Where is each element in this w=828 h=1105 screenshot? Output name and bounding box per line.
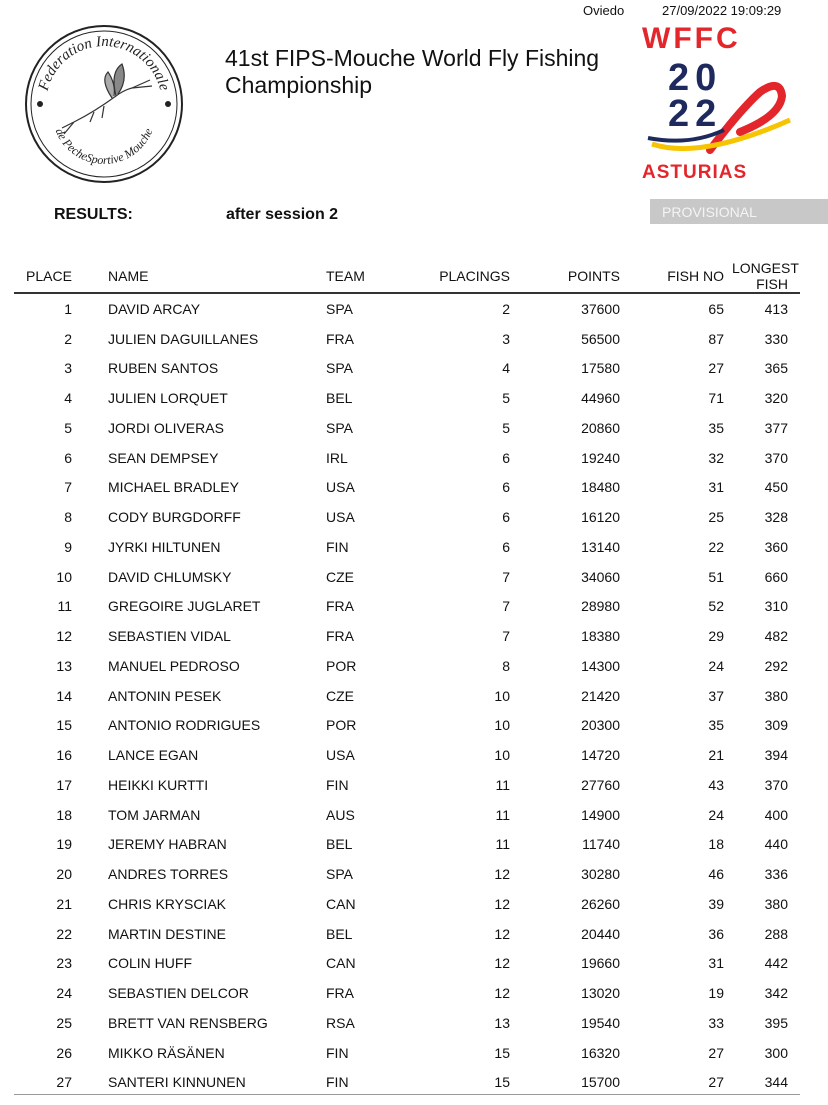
cell-longest-fish: 394 (764, 747, 788, 764)
cell-placings: 6 (502, 449, 510, 466)
cell-placings: 10 (494, 687, 510, 704)
cell-place: 7 (64, 479, 72, 496)
cell-longest-fish: 413 (764, 300, 788, 317)
cell-name: ANDRES TORRES (108, 866, 229, 883)
cell-longest-fish: 380 (764, 895, 788, 912)
cell-longest-fish: 342 (764, 985, 788, 1002)
cell-points: 15700 (581, 1074, 620, 1091)
cell-points: 16320 (581, 1044, 620, 1061)
cell-team: CZE (326, 568, 354, 585)
datetime-label: 27/09/2022 19:09:29 (662, 3, 782, 18)
cell-fish-no: 25 (708, 509, 724, 526)
cell-points: 19240 (581, 449, 620, 466)
cell-points: 13140 (581, 538, 620, 555)
cell-team: RSA (326, 1014, 355, 1031)
cell-placings: 11 (495, 836, 510, 853)
cell-fish-no: 33 (708, 1014, 724, 1031)
cell-team: USA (326, 747, 355, 764)
cell-place: 22 (56, 925, 72, 942)
cell-team: SPA (326, 866, 353, 883)
table-row (14, 443, 800, 473)
cell-place: 13 (56, 657, 72, 674)
cell-placings: 12 (494, 985, 510, 1002)
cell-name: JORDI OLIVERAS (108, 419, 224, 436)
cell-team: BEL (326, 390, 353, 407)
cell-longest-fish: 377 (764, 419, 788, 436)
cell-fish-no: 31 (708, 479, 724, 496)
cell-points: 18480 (581, 479, 620, 496)
cell-name: CODY BURGDORFF (108, 509, 241, 526)
table-row (14, 473, 800, 503)
table-row (14, 859, 800, 889)
cell-points: 19660 (581, 955, 620, 972)
cell-fish-no: 27 (708, 360, 724, 377)
cell-name: TOM JARMAN (108, 806, 201, 823)
title-line-2: Championship (225, 72, 373, 98)
table-row (14, 651, 800, 681)
cell-team: AUS (326, 806, 355, 823)
fips-mouche-seal-logo (24, 24, 184, 184)
cell-team: FIN (326, 776, 349, 793)
table-row (14, 354, 800, 384)
cell-placings: 11 (495, 806, 510, 823)
cell-team: FRA (326, 330, 354, 347)
table-row (14, 889, 800, 919)
page-title (225, 45, 645, 99)
table-row (14, 532, 800, 562)
cell-placings: 3 (502, 330, 510, 347)
table-row (14, 681, 800, 711)
col-header-fish-no: FISH NO (626, 260, 732, 293)
table-row (14, 293, 800, 324)
cell-place: 1 (64, 300, 72, 317)
cell-placings: 12 (494, 955, 510, 972)
cell-name: DAVID CHLUMSKY (108, 568, 232, 585)
cell-placings: 10 (494, 747, 510, 764)
cell-longest-fish: 330 (764, 330, 788, 347)
cell-points: 18380 (581, 628, 620, 645)
cell-longest-fish: 450 (764, 479, 788, 496)
cell-place: 24 (56, 985, 72, 1002)
cell-points: 28980 (581, 598, 620, 615)
table-body (14, 293, 800, 1097)
cell-team: FIN (326, 1044, 349, 1061)
col-header-team: TEAM (308, 260, 416, 293)
table-row (14, 770, 800, 800)
cell-fish-no: 43 (708, 776, 724, 793)
col-header-placings: PLACINGS (416, 260, 516, 293)
table-row (14, 383, 800, 413)
cell-team: FIN (326, 538, 349, 555)
cell-fish-no: 35 (708, 419, 724, 436)
cell-longest-fish: 328 (764, 509, 788, 526)
cell-placings: 2 (502, 300, 510, 317)
cell-longest-fish: 440 (764, 836, 788, 853)
cell-placings: 7 (502, 628, 510, 645)
cell-fish-no: 71 (708, 390, 724, 407)
table-row (14, 800, 800, 830)
cell-fish-no: 87 (708, 330, 724, 347)
cell-longest-fish: 292 (764, 657, 788, 674)
table-row (14, 562, 800, 592)
cell-placings: 12 (494, 925, 510, 942)
status-badge: PROVISIONAL (650, 199, 828, 224)
cell-place: 17 (56, 776, 72, 793)
cell-name: MICHAEL BRADLEY (108, 479, 239, 496)
cell-longest-fish: 310 (764, 598, 788, 615)
cell-points: 14720 (581, 747, 620, 764)
session-label: after session 2 (226, 206, 339, 223)
cell-place: 18 (56, 806, 72, 823)
logo-place-text: ASTURIAS (642, 162, 748, 183)
cell-place: 27 (56, 1074, 72, 1091)
cell-longest-fish: 336 (764, 866, 788, 883)
cell-placings: 5 (502, 419, 510, 436)
cell-longest-fish: 660 (764, 568, 788, 585)
cell-points: 37600 (581, 300, 620, 317)
cell-place: 11 (57, 598, 72, 615)
cell-team: FRA (326, 628, 354, 645)
table-row (14, 949, 800, 979)
cell-place: 15 (56, 717, 72, 734)
cell-fish-no: 24 (708, 806, 724, 823)
svg-text:de PecheSportive Mouche (53, 125, 156, 167)
cell-team: FIN (326, 1074, 349, 1091)
title-line-1: 41st FIPS-Mouche World Fly Fishing (225, 45, 600, 71)
cell-team: SPA (326, 360, 353, 377)
col-header-longest-fish: LONGEST FISH (732, 260, 799, 292)
cell-placings: 7 (502, 598, 510, 615)
logo-year-bottom: 22 (668, 93, 723, 135)
cell-team: USA (326, 479, 355, 496)
cell-longest-fish: 320 (764, 390, 788, 407)
cell-placings: 8 (502, 657, 510, 674)
cell-longest-fish: 380 (764, 687, 788, 704)
cell-points: 26260 (581, 895, 620, 912)
cell-points: 30280 (581, 866, 620, 883)
cell-longest-fish: 400 (764, 806, 788, 823)
cell-place: 5 (64, 419, 72, 436)
cell-placings: 15 (494, 1074, 510, 1091)
cell-name: SEBASTIEN DELCOR (108, 985, 249, 1002)
cell-name: SANTERI KINNUNEN (108, 1074, 246, 1091)
cell-placings: 12 (494, 866, 510, 883)
cell-fish-no: 27 (708, 1074, 724, 1091)
table-row (14, 1008, 800, 1038)
cell-team: USA (326, 509, 355, 526)
cell-team: SPA (326, 419, 353, 436)
col-header-points: POINTS (516, 260, 626, 293)
table-row (14, 919, 800, 949)
cell-name: MIKKO RÄSÄNEN (108, 1044, 225, 1061)
table-row (14, 1068, 800, 1098)
cell-longest-fish: 365 (764, 360, 788, 377)
cell-fish-no: 31 (708, 955, 724, 972)
cell-points: 20860 (581, 419, 620, 436)
results-label: RESULTS: (54, 206, 133, 223)
cell-name: JYRKI HILTUNEN (108, 538, 221, 555)
cell-name: ANTONIO RODRIGUES (108, 717, 261, 734)
cell-points: 14300 (581, 657, 620, 674)
cell-fish-no: 18 (708, 836, 724, 853)
cell-place: 14 (56, 687, 72, 704)
table-row (14, 502, 800, 532)
cell-name: JULIEN LORQUET (108, 390, 228, 407)
cell-team: SPA (326, 300, 353, 317)
seal-top-text: Federation Internationale (35, 33, 173, 93)
cell-place: 23 (56, 955, 72, 972)
cell-name: RUBEN SANTOS (108, 360, 219, 377)
table-row (14, 324, 800, 354)
location-label: Oviedo (583, 3, 625, 18)
cell-team: BEL (326, 925, 353, 942)
cell-points: 20440 (581, 925, 620, 942)
cell-name: MANUEL PEDROSO (108, 657, 240, 674)
cell-team: CZE (326, 687, 354, 704)
logo-year-top: 20 (668, 57, 723, 99)
cell-longest-fish: 360 (764, 538, 788, 555)
table-row (14, 740, 800, 770)
cell-placings: 11 (495, 776, 510, 793)
cell-name: HEIKKI KURTTI (108, 776, 209, 793)
cell-place: 16 (56, 747, 72, 764)
cell-fish-no: 19 (708, 985, 724, 1002)
cell-fish-no: 27 (708, 1044, 724, 1061)
cell-place: 8 (64, 509, 72, 526)
cell-name: JULIEN DAGUILLANES (108, 330, 259, 347)
cell-name: JEREMY HABRAN (108, 836, 227, 853)
cell-place: 19 (56, 836, 72, 853)
cell-points: 56500 (581, 330, 620, 347)
cell-name: CHRIS KRYSCIAK (108, 895, 226, 912)
cell-team: BEL (326, 836, 353, 853)
col-header-name: NAME (90, 260, 308, 293)
cell-fish-no: 32 (708, 449, 724, 466)
cell-name: SEBASTIEN VIDAL (108, 628, 231, 645)
cell-fish-no: 22 (708, 538, 724, 555)
table-row (14, 711, 800, 741)
cell-longest-fish: 370 (764, 776, 788, 793)
cell-name: COLIN HUFF (108, 955, 192, 972)
cell-team: CAN (326, 895, 356, 912)
cell-longest-fish: 300 (764, 1044, 788, 1061)
cell-team: CAN (326, 955, 356, 972)
cell-name: LANCE EGAN (108, 747, 199, 764)
table-row (14, 978, 800, 1008)
cell-place: 20 (56, 866, 72, 883)
cell-place: 3 (64, 360, 72, 377)
cell-place: 12 (56, 628, 72, 645)
cell-place: 25 (56, 1014, 72, 1031)
cell-longest-fish: 309 (764, 717, 788, 734)
cell-points: 11740 (582, 836, 620, 853)
cell-placings: 13 (494, 1014, 510, 1031)
cell-place: 21 (56, 895, 72, 912)
cell-placings: 4 (502, 360, 510, 377)
cell-fish-no: 46 (708, 866, 724, 883)
cell-longest-fish: 370 (764, 449, 788, 466)
table-row (14, 592, 800, 622)
cell-fish-no: 39 (708, 895, 724, 912)
cell-name: SEAN DEMPSEY (108, 449, 219, 466)
cell-place: 2 (64, 330, 72, 347)
cell-team: POR (326, 657, 357, 674)
cell-points: 27760 (581, 776, 620, 793)
cell-place: 10 (56, 568, 72, 585)
cell-points: 34060 (581, 568, 620, 585)
results-table (14, 260, 800, 1097)
cell-fish-no: 36 (708, 925, 724, 942)
cell-place: 9 (64, 538, 72, 555)
table-row (14, 830, 800, 860)
table-row (14, 413, 800, 443)
cell-points: 44960 (581, 390, 620, 407)
cell-placings: 10 (494, 717, 510, 734)
cell-fish-no: 51 (708, 568, 724, 585)
wffc-2022-asturias-logo (640, 20, 800, 185)
cell-placings: 5 (502, 390, 510, 407)
cell-name: GREGOIRE JUGLARET (108, 598, 261, 615)
cell-fish-no: 52 (708, 598, 724, 615)
cell-fish-no: 35 (708, 717, 724, 734)
cell-longest-fish: 395 (764, 1014, 788, 1031)
cell-longest-fish: 482 (764, 628, 788, 645)
cell-fish-no: 21 (708, 747, 724, 764)
cell-fish-no: 65 (708, 300, 724, 317)
cell-name: MARTIN DESTINE (108, 925, 226, 942)
cell-points: 20300 (581, 717, 620, 734)
table-header-row (14, 260, 800, 293)
cell-longest-fish: 288 (764, 925, 788, 942)
cell-points: 16120 (581, 509, 620, 526)
cell-name: ANTONIN PESEK (108, 687, 222, 704)
cell-name: BRETT VAN RENSBERG (108, 1014, 268, 1031)
cell-place: 4 (64, 390, 72, 407)
cell-fish-no: 29 (708, 628, 724, 645)
cell-placings: 7 (502, 568, 510, 585)
cell-placings: 12 (494, 895, 510, 912)
cell-team: FRA (326, 985, 354, 1002)
col-header-place: PLACE (14, 260, 90, 293)
cell-placings: 15 (494, 1044, 510, 1061)
cell-longest-fish: 344 (764, 1074, 788, 1091)
cell-fish-no: 37 (708, 687, 724, 704)
seal-bottom-text: de PecheSportive Mouche (52, 126, 156, 168)
cell-fish-no: 24 (708, 657, 724, 674)
cell-name: DAVID ARCAY (108, 300, 201, 317)
cell-place: 6 (64, 449, 72, 466)
cell-team: FRA (326, 598, 354, 615)
cell-points: 19540 (581, 1014, 620, 1031)
cell-team: IRL (326, 449, 348, 466)
cell-points: 17580 (581, 360, 620, 377)
bottom-divider (14, 1094, 800, 1095)
cell-placings: 6 (502, 538, 510, 555)
cell-points: 21420 (581, 687, 620, 704)
logo-wffc-text: WFFC (642, 22, 741, 55)
table-row (14, 1038, 800, 1068)
cell-placings: 6 (502, 479, 510, 496)
cell-longest-fish: 442 (764, 955, 788, 972)
cell-placings: 6 (502, 509, 510, 526)
mayfly-icon (62, 64, 152, 134)
cell-team: POR (326, 717, 357, 734)
cell-points: 13020 (581, 985, 620, 1002)
cell-points: 14900 (581, 806, 620, 823)
cell-place: 26 (56, 1044, 72, 1061)
table-row (14, 621, 800, 651)
